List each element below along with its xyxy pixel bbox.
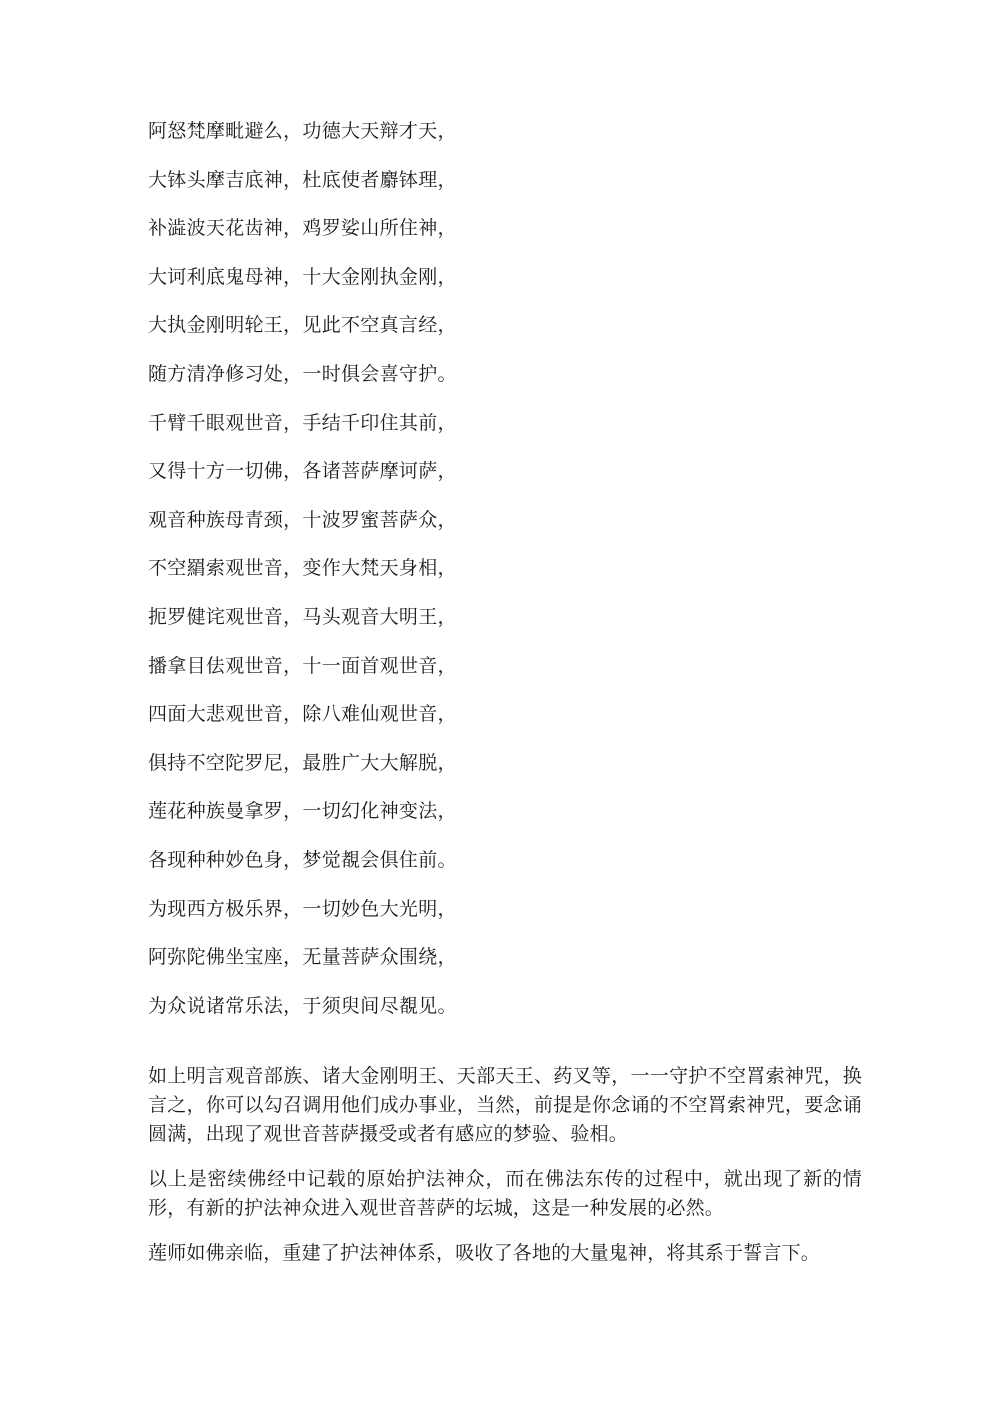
verse-line: 千臂千眼观世音，手结千印住其前， xyxy=(148,411,457,434)
paragraph: 以上是密续佛经中记载的原始护法神众，而在佛法东传的过程中，就出现了新的情形，有新的护法神众进入观世音菩萨的坛城，这是一种发展的必然。 xyxy=(148,1168,862,1219)
verse-line: 又得十方一切佛，各诸菩萨摩诃萨， xyxy=(148,460,457,483)
verse-line: 为众说诸常乐法，于须臾间尽覩见。 xyxy=(148,994,457,1017)
verse-line: 大钵头摩吉底神，杜底使者麝钵理， xyxy=(148,168,457,191)
paragraph: 如上明言观音部族、诸大金刚明王、天部天王、药叉等，一一守护不空罥索神咒，换言之，你可以勾召调用他们成办事业，当然，前提是你念诵的不空罥索神咒，要念诵圆满，出现了观世音菩萨摄受或者有感应的梦验、验相。 xyxy=(148,1065,862,1145)
verse-line: 观音种族母青颈，十波罗蜜菩萨众， xyxy=(148,508,457,531)
verse-line: 阿怒梵摩毗避么，功德大天辩才天， xyxy=(148,120,457,142)
verse-line: 大执金刚明轮王，见此不空真言经， xyxy=(148,314,457,337)
verse-line: 不空羂索观世音，变作大梵天身相， xyxy=(148,557,457,580)
verse-line: 莲花种族曼拿罗，一切幻化神变法， xyxy=(148,800,457,823)
verse-line: 扼罗健诧观世音，马头观音大明王， xyxy=(148,605,457,628)
verse-line: 俱持不空陀罗尼，最胜广大大解脱， xyxy=(148,751,457,774)
verse-list xyxy=(148,116,868,1039)
verse-line: 为现西方极乐界，一切妙色大光明， xyxy=(148,897,457,920)
verse-line: 播拿目佉观世音，十一面首观世音， xyxy=(148,654,457,677)
verse-line: 随方清净修习处，一时俱会喜守护。 xyxy=(148,362,457,385)
verse-line: 补澁波天花齿神，鸡罗娑山所住神， xyxy=(148,217,457,240)
verse-line: 四面大悲观世音，除八难仙观世音， xyxy=(148,703,457,726)
prose-section xyxy=(148,1062,862,1284)
verse-line: 阿弥陀佛坐宝座，无量菩萨众围绕， xyxy=(148,946,457,969)
paragraph: 莲师如佛亲临，重建了护法神体系，吸收了各地的大量鬼神，将其系于誓言下。 xyxy=(148,1242,821,1264)
verse-line: 大诃利底鬼母神，十大金刚执金刚， xyxy=(148,265,457,288)
verse-line: 各现种种妙色身，梦觉覩会俱住前。 xyxy=(148,848,457,871)
